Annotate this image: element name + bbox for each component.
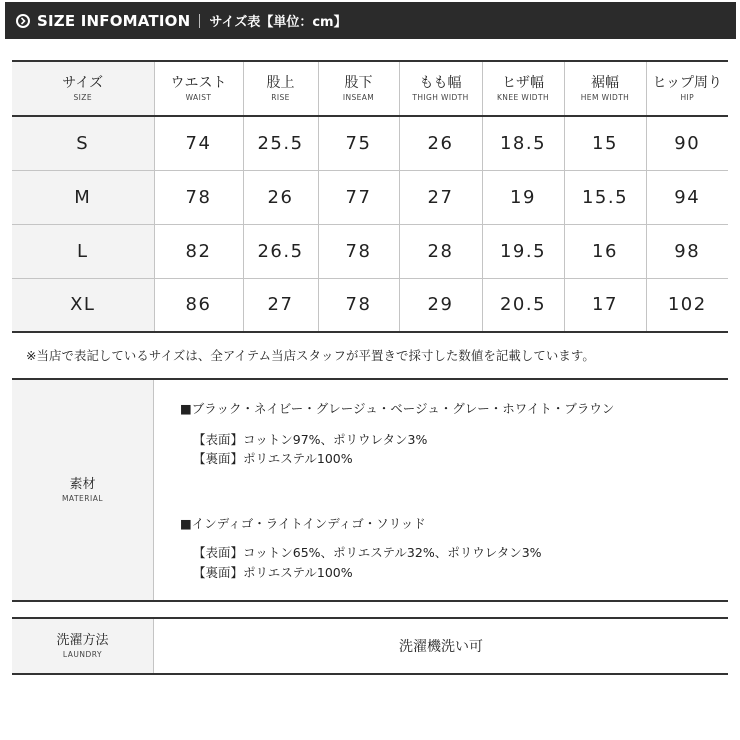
hem-width-cell: 17 [564,278,646,332]
size-cell: XL [12,278,154,332]
knee-width-cell: 20.5 [482,278,564,332]
inseam-cell: 78 [318,278,399,332]
header-bar [5,2,736,39]
color-group-heading: ■ブラック・ネイビー・グレージュ・ベージュ・グレー・ホワイト・ブラウン [180,401,615,416]
waist-cell: 74 [154,116,243,170]
waist-cell: 78 [154,170,243,224]
back-fabric-text: 【裏面】ポリエステル100% [193,451,353,466]
laundry-label-en: LAUNDRY [62,649,103,659]
color-group-heading: ■インディゴ・ライトインディゴ・ソリッド [180,516,426,531]
inseam-cell: 75 [318,116,399,170]
material-label-ja: 素材 [69,476,96,492]
unit-subtitle: サイズ表【単位：cm】 [209,15,347,30]
laundry-label [12,619,154,673]
waist-cell: 86 [154,278,243,332]
table-row [12,116,728,170]
header-divider [199,14,200,28]
hip-cell: 98 [674,240,701,262]
laundry-label-ja: 洗濯方法 [56,632,109,648]
thigh-width-cell: 29 [399,278,482,332]
measurement-note: ※当店で表記しているサイズは、全アイテム当店スタッフが平置きで採寸した数値を記載しています。 [26,348,595,363]
laundry-section [12,617,728,675]
knee-width-cell: 18.5 [482,116,564,170]
hip-cell: 90 [674,132,701,154]
back-fabric-text: 【裏面】ポリエステル100% [193,565,353,580]
column-header-rise: 股上 RISE [243,61,318,116]
table-row [12,170,728,224]
rise-cell: 25.5 [243,116,318,170]
column-header-hem-width: 裾幅 HEM WIDTH [564,61,646,116]
rise-cell: 26 [243,170,318,224]
page-title: SIZE INFOMATION [37,11,191,30]
size-cell: S [12,116,154,170]
waist-cell: 82 [154,224,243,278]
hip-cell: 102 [667,294,707,316]
table-header-row [12,61,728,116]
front-fabric-text: 【表面】コットン65%、ポリエステル32%、ポリウレタン3% [193,545,542,560]
inseam-cell: 78 [318,224,399,278]
size-cell: M [12,170,154,224]
rise-cell: 27 [243,278,318,332]
column-header-knee-width: ヒザ幅 KNEE WIDTH [482,61,564,116]
table-row [12,224,728,278]
hem-width-cell: 15.5 [564,170,646,224]
rise-cell: 26.5 [243,224,318,278]
hem-width-cell: 16 [564,224,646,278]
material-label [12,380,154,600]
knee-width-cell: 19 [482,170,564,224]
inseam-cell: 77 [318,170,399,224]
table-row [12,278,728,332]
thigh-width-cell: 27 [399,170,482,224]
hip-cell: 94 [674,186,701,208]
hem-width-cell: 15 [564,116,646,170]
material-label-en: MATERIAL [61,493,104,503]
column-header-size: サイズ SIZE [12,61,154,116]
column-header-hip: ヒップ周り HIP [652,74,723,102]
size-cell: L [12,224,154,278]
laundry-value: 洗濯機洗い可 [399,639,483,655]
knee-width-cell: 19.5 [482,224,564,278]
size-table [12,60,728,333]
thigh-width-cell: 28 [399,224,482,278]
chevron-right-circle-icon [16,14,30,28]
material-section [12,378,728,602]
column-header-thigh-width: もも幅 THIGH WIDTH [399,61,482,116]
thigh-width-cell: 26 [399,116,482,170]
column-header-waist: ウエスト WAIST [154,61,243,116]
column-header-inseam: 股下 INSEAM [318,61,399,116]
front-fabric-text: 【表面】コットン97%、ポリウレタン3% [193,432,428,447]
